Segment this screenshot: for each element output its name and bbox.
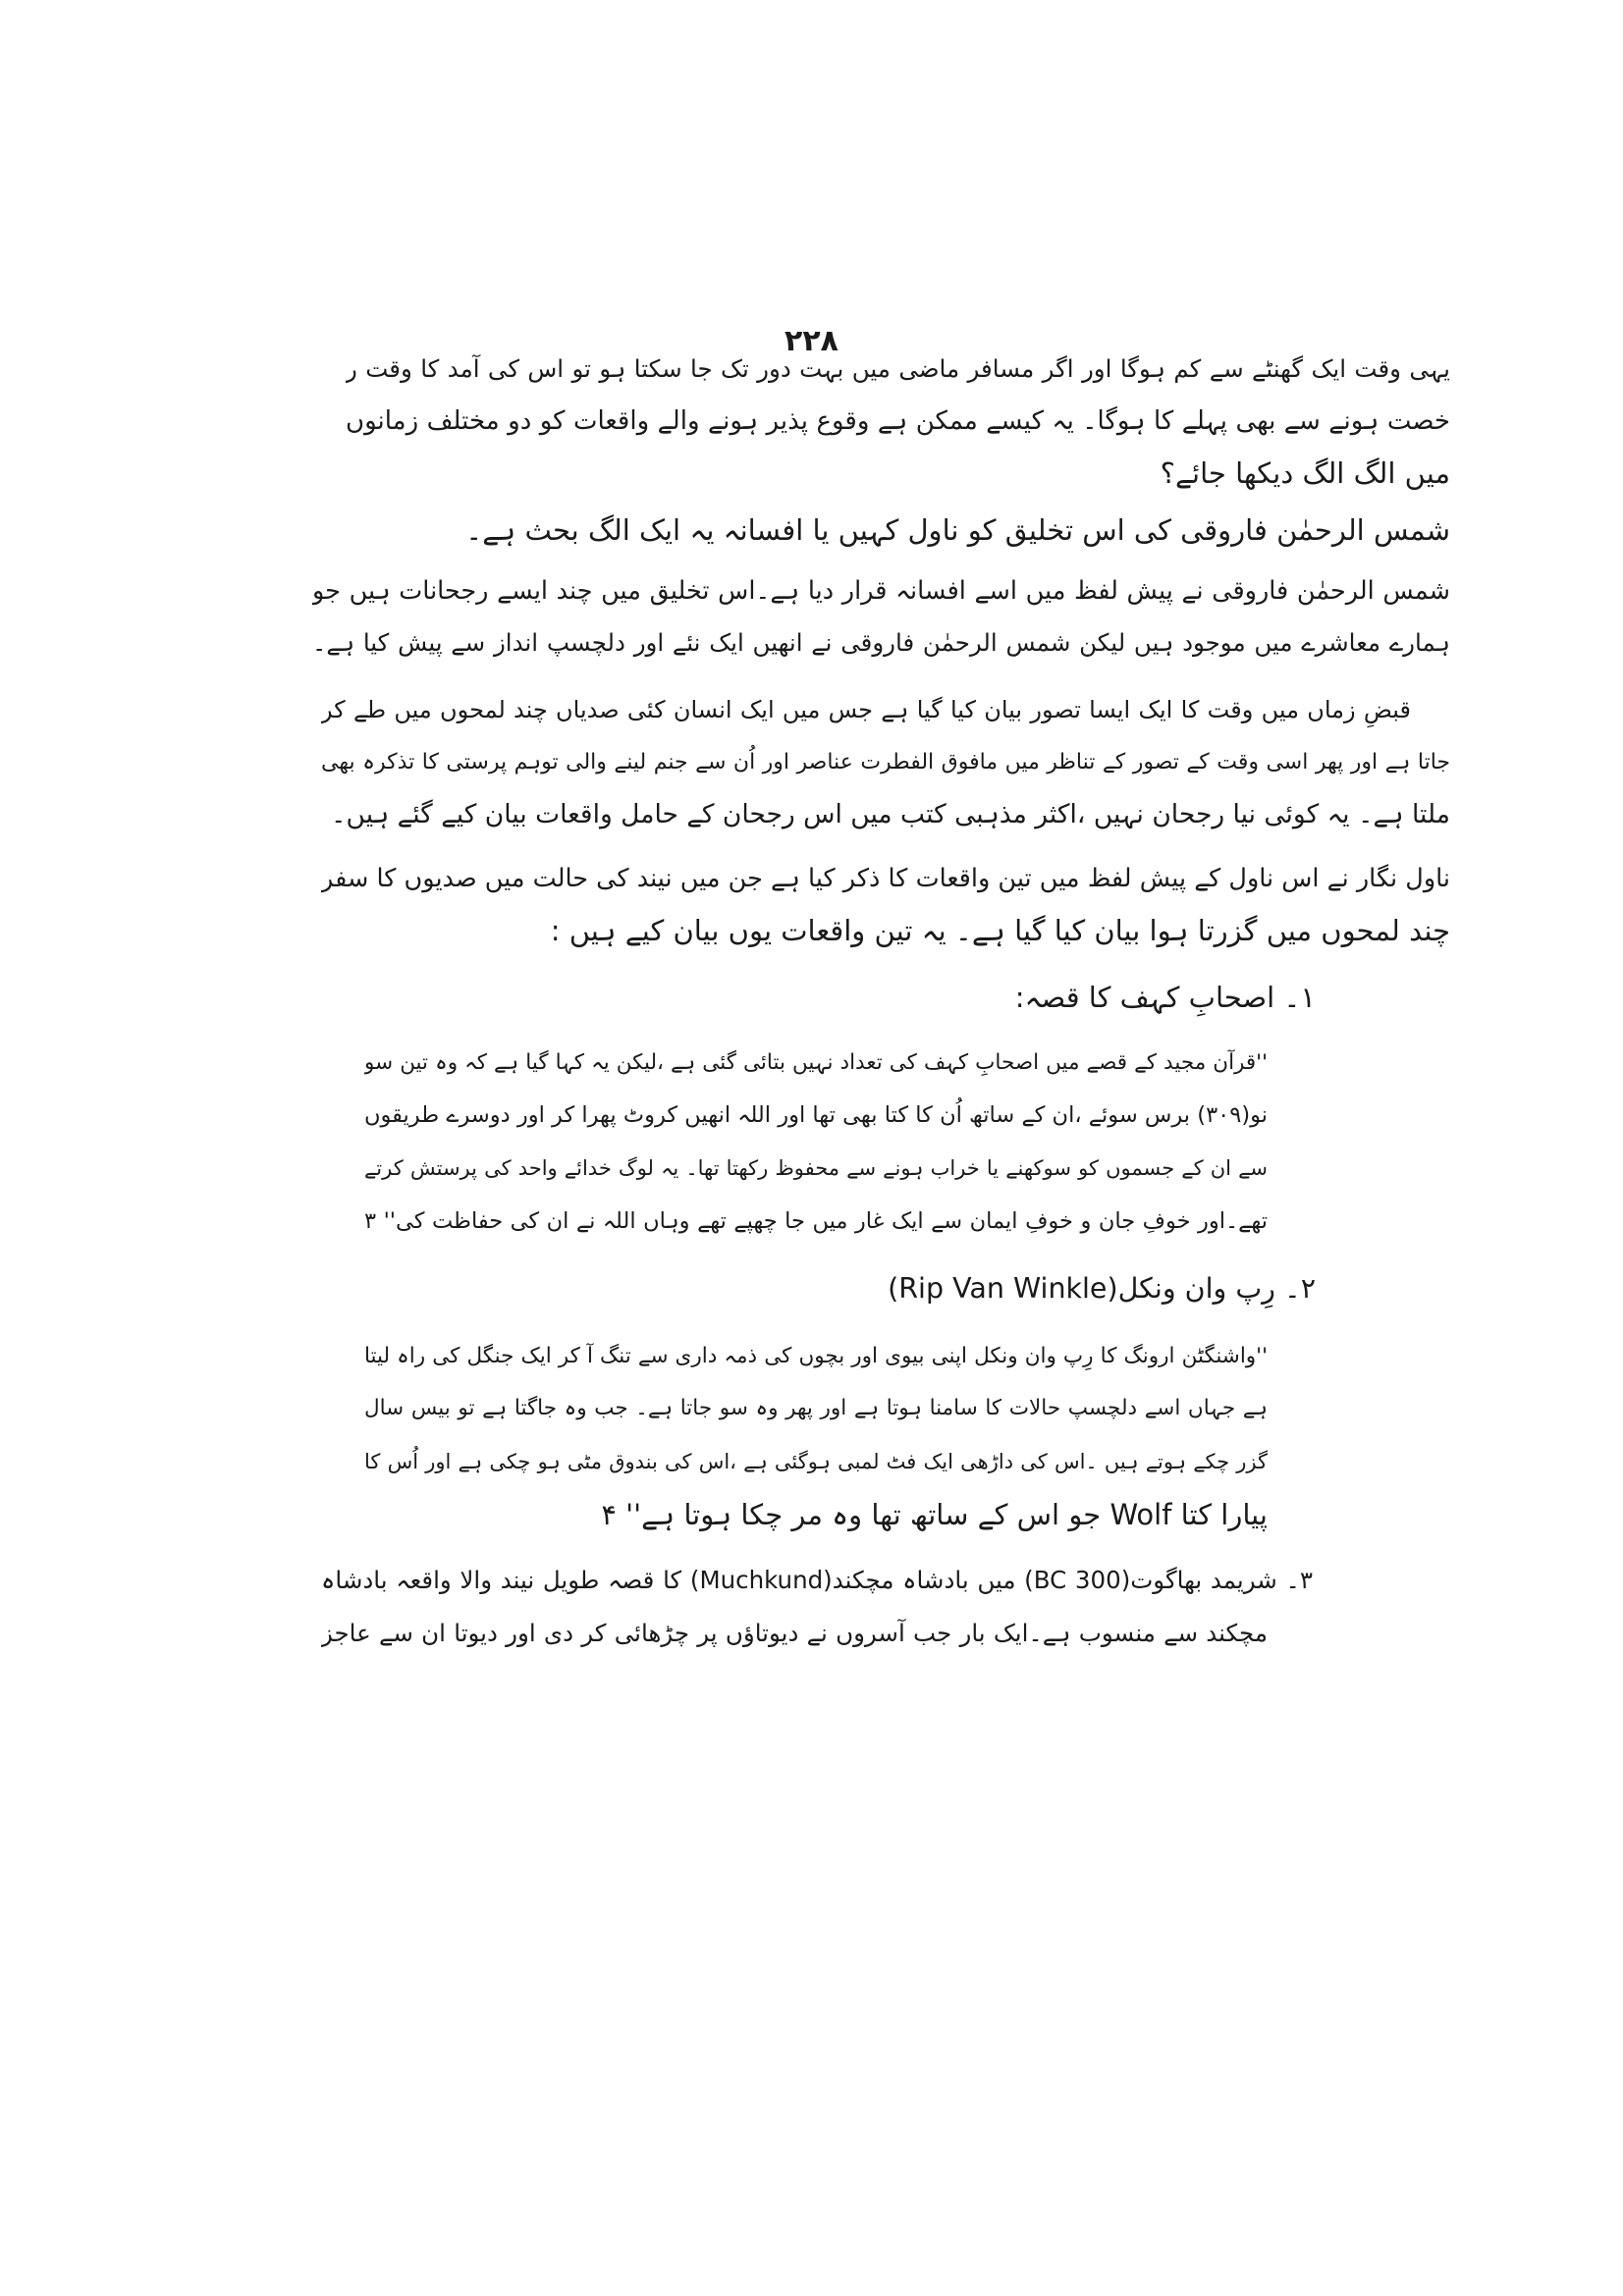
quote-line: ''واشنگٹن ارونگ کا رِپ وان ونکل اپنی بیوی اور بچوں کی ذمہ داری سے تنگ آ کر ایک جنگل کی راہ لیتا — [364, 1344, 1268, 1368]
text-line: شمس الرحمٰن فاروقی کی اس تخلیق کو ناول کہیں یا افسانہ یہ ایک الگ بحث ہے۔ — [465, 513, 1450, 547]
text-line: مچکند سے منسوب ہے۔ایک بار جب آسروں نے دیوتاؤں پر چڑھائی کر دی اور دیوتا ان سے عاجز — [321, 1619, 1268, 1647]
text-line: یہی وقت ایک گھنٹے سے کم ہوگا اور اگر مسافر ماضی میں بہت دور تک جا سکتا ہو تو اس کی آمد کا وقت ر — [346, 354, 1450, 383]
text-line: قبضِ زماں میں وقت کا ایک ایسا تصور بیان کیا گیا ہے جس میں ایک انسان کئی صدیاں چند لمحوں میں طے کر — [321, 696, 1411, 723]
text-line: ملتا ہے۔ یہ کوئی نیا رجحان نہیں ،اکثر مذہبی کتب میں اس رجحان کے حامل واقعات بیان کیے گئے ہیں۔ — [331, 799, 1450, 829]
quote-line: ہے جہاں اسے دلچسپ حالات کا سامنا ہوتا ہے اور پھر وہ سو جاتا ہے۔ جب وہ جاگتا ہے تو بیس سال — [364, 1396, 1268, 1420]
text-line: میں الگ الگ دیکھا جائے؟ — [1160, 456, 1450, 490]
section-heading: ۲۔ رِپ وان ونکل(Rip Van Winkle) — [888, 1272, 1316, 1305]
page-number: ۲۲۸ — [784, 324, 839, 358]
quote-line: نو(۳۰۹) برس سوئے ،ان کے ساتھ اُن کا کتا بھی تھا اور اللہ انھیں کروٹ پھرا کر اور دوسرے طریقوں — [364, 1102, 1268, 1128]
text-line: ناول نگار نے اس ناول کے پیش لفظ میں تین واقعات کا ذکر کیا ہے جن میں نیند کی حالت میں صدیوں کا سفر — [321, 864, 1450, 893]
quote-line: گزر چکے ہوتے ہیں ۔اس کی داڑھی ایک فٹ لمبی ہوگئی ہے ،اس کی بندوق مٹی ہو چکی ہے اور اُس کا — [364, 1450, 1268, 1473]
text-line: خصت ہونے سے بھی پہلے کا ہوگا۔ یہ کیسے ممکن ہے وقوع پذیر ہونے والے واقعات کو دو مختلف زمانوں — [346, 406, 1450, 436]
text-line: شمس الرحمٰن فاروقی نے پیش لفظ میں اسے افسانہ قرار دیا ہے۔اس تخلیق میں چند ایسے رجحانات ہیں جو — [312, 576, 1450, 606]
text-line: چند لمحوں میں گزرتا ہوا بیان کیا گیا ہے۔ یہ تین واقعات یوں بیان کیے ہیں : — [550, 914, 1450, 947]
section-heading: ۱۔ اصحابِ کہف کا قصہ: — [1014, 981, 1316, 1014]
section-heading: ۳۔ شریمد بھاگوت(300 BC) میں بادشاہ مچکند(Muchkund) کا قصہ طویل نیند والا واقعہ بادشاہ — [321, 1566, 1313, 1594]
quote-line: ''قرآن مجید کے قصے میں اصحابِ کہف کی تعداد نہیں بتائی گئی ہے ،لیکن یہ کہا گیا ہے کہ وہ تین سو — [364, 1050, 1268, 1075]
text-line: جاتا ہے اور پھر اسی وقت کے تصور کے تناظر میں مافوق الفطرت عناصر اور اُن سے جنم لینے والی توہم پرستی کا تذکرہ بھی — [321, 750, 1450, 774]
quote-line: سے ان کے جسموں کو سوکھنے یا خراب ہونے سے محفوظ رکھتا تھا۔ یہ لوگ خدائے واحد کی پرستش کرتے — [364, 1156, 1268, 1180]
quote-line: پیارا کتا Wolf جو اس کے ساتھ تھا وہ مر چکا ہوتا ہے'' ۴ — [601, 1498, 1268, 1531]
quote-line: تھے۔اور خوفِ جان و خوفِ ایمان سے ایک غار میں جا چھپے تھے وہاں اللہ نے ان کی حفاظت کی'' ۳ — [364, 1208, 1268, 1234]
text-line: ہمارے معاشرے میں موجود ہیں لیکن شمس الرحمٰن فاروقی نے انھیں ایک نئے اور دلچسپ انداز سے پیش کیا ہے۔ — [312, 628, 1450, 657]
